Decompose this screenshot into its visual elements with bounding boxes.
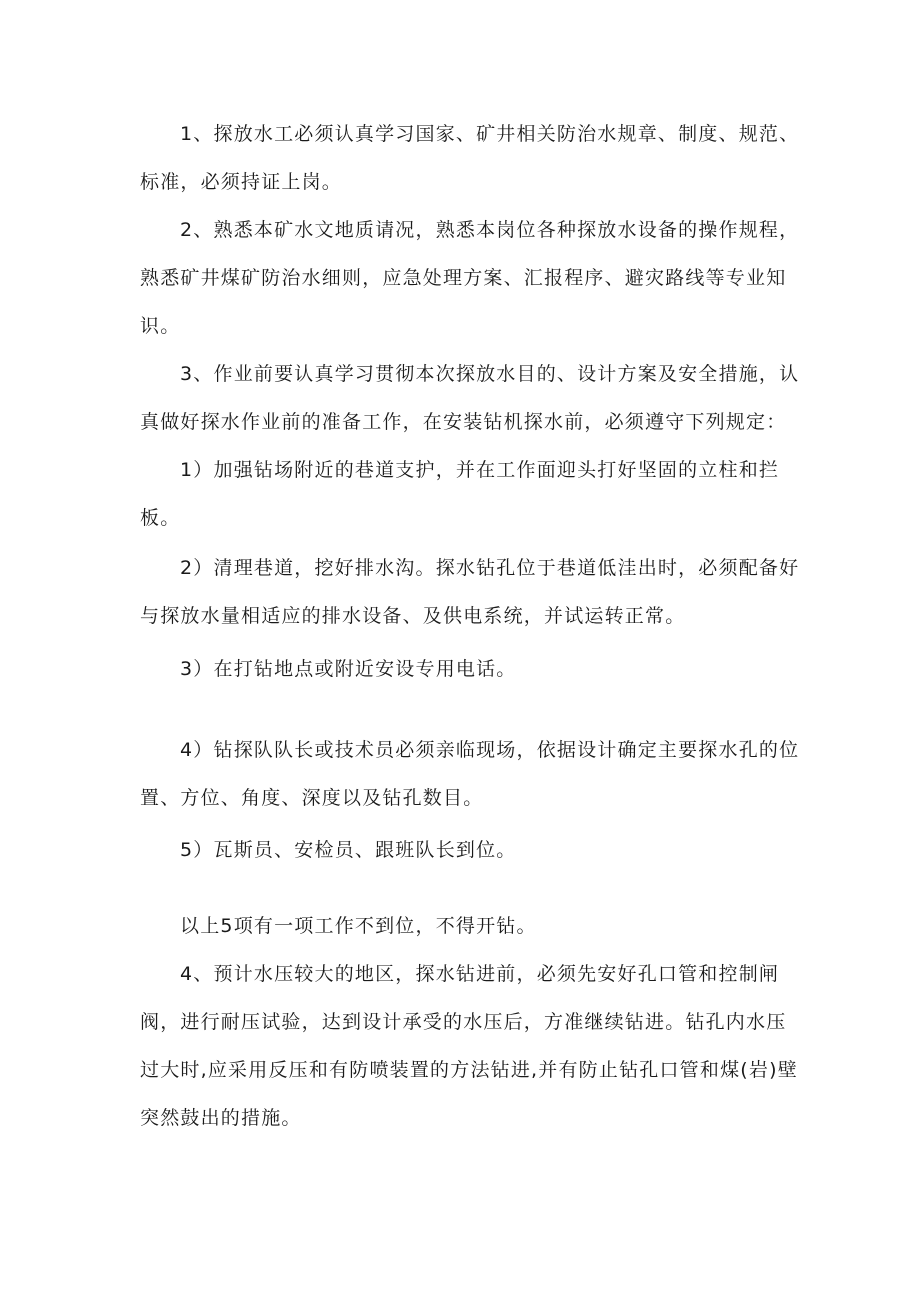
- paragraph-3-item-5: 5）瓦斯员、安检员、跟班队长到位。: [180, 839, 517, 861]
- paragraph-1: 1、探放水工必须认真学习国家、矿井相关防治水规章、制度、规范、标准，必须持证上岗。: [140, 123, 800, 193]
- paragraph-2: 2、熟悉本矿水文地质请况，熟悉本岗位各种探放水设备的操作规程，熟悉矿井煤矿防治水细则，应急处理方案、汇报程序、避灾路线等专业知识。: [140, 219, 800, 337]
- paragraph-3-item-1: 1）加强钻场附近的巷道支护，并在工作面迎头打好坚固的立柱和拦板。: [140, 459, 780, 529]
- paragraph-summary: 以上5项有一项工作不到位，不得开钻。: [180, 915, 537, 937]
- paragraph-3: 3、作业前要认真学习贯彻本次探放水目的、设计方案及安全措施，认真做好探水作业前的准备工作，在安装钻机探水前，必须遵守下列规定：: [140, 363, 800, 433]
- paragraph-3-item-3: 3）在打钻地点或附近安设专用电话。: [180, 658, 517, 680]
- paragraph-4: 4、预计水压较大的地区，探水钻进前，必须先安好孔口管和控制闸阀，进行耐压试验，达到设计承受的水压后，方准继续钻进。钻孔内水压过大时,应采用反压和有防喷装置的方法钻进,并有防止钻孔口管和煤(岩)壁突然鼓出的措施。: [140, 963, 798, 1129]
- paragraph-3-item-4: 4）钻探队队长或技术员必须亲临现场，依据设计确定主要探水孔的位置、方位、角度、深度以及钻孔数目。: [140, 739, 800, 809]
- paragraph-3-item-2: 2）清理巷道，挖好排水沟。探水钻孔位于巷道低洼出时，必须配备好与探放水量相适应的排水设备、及供电系统，并试运转正常。: [140, 557, 800, 627]
